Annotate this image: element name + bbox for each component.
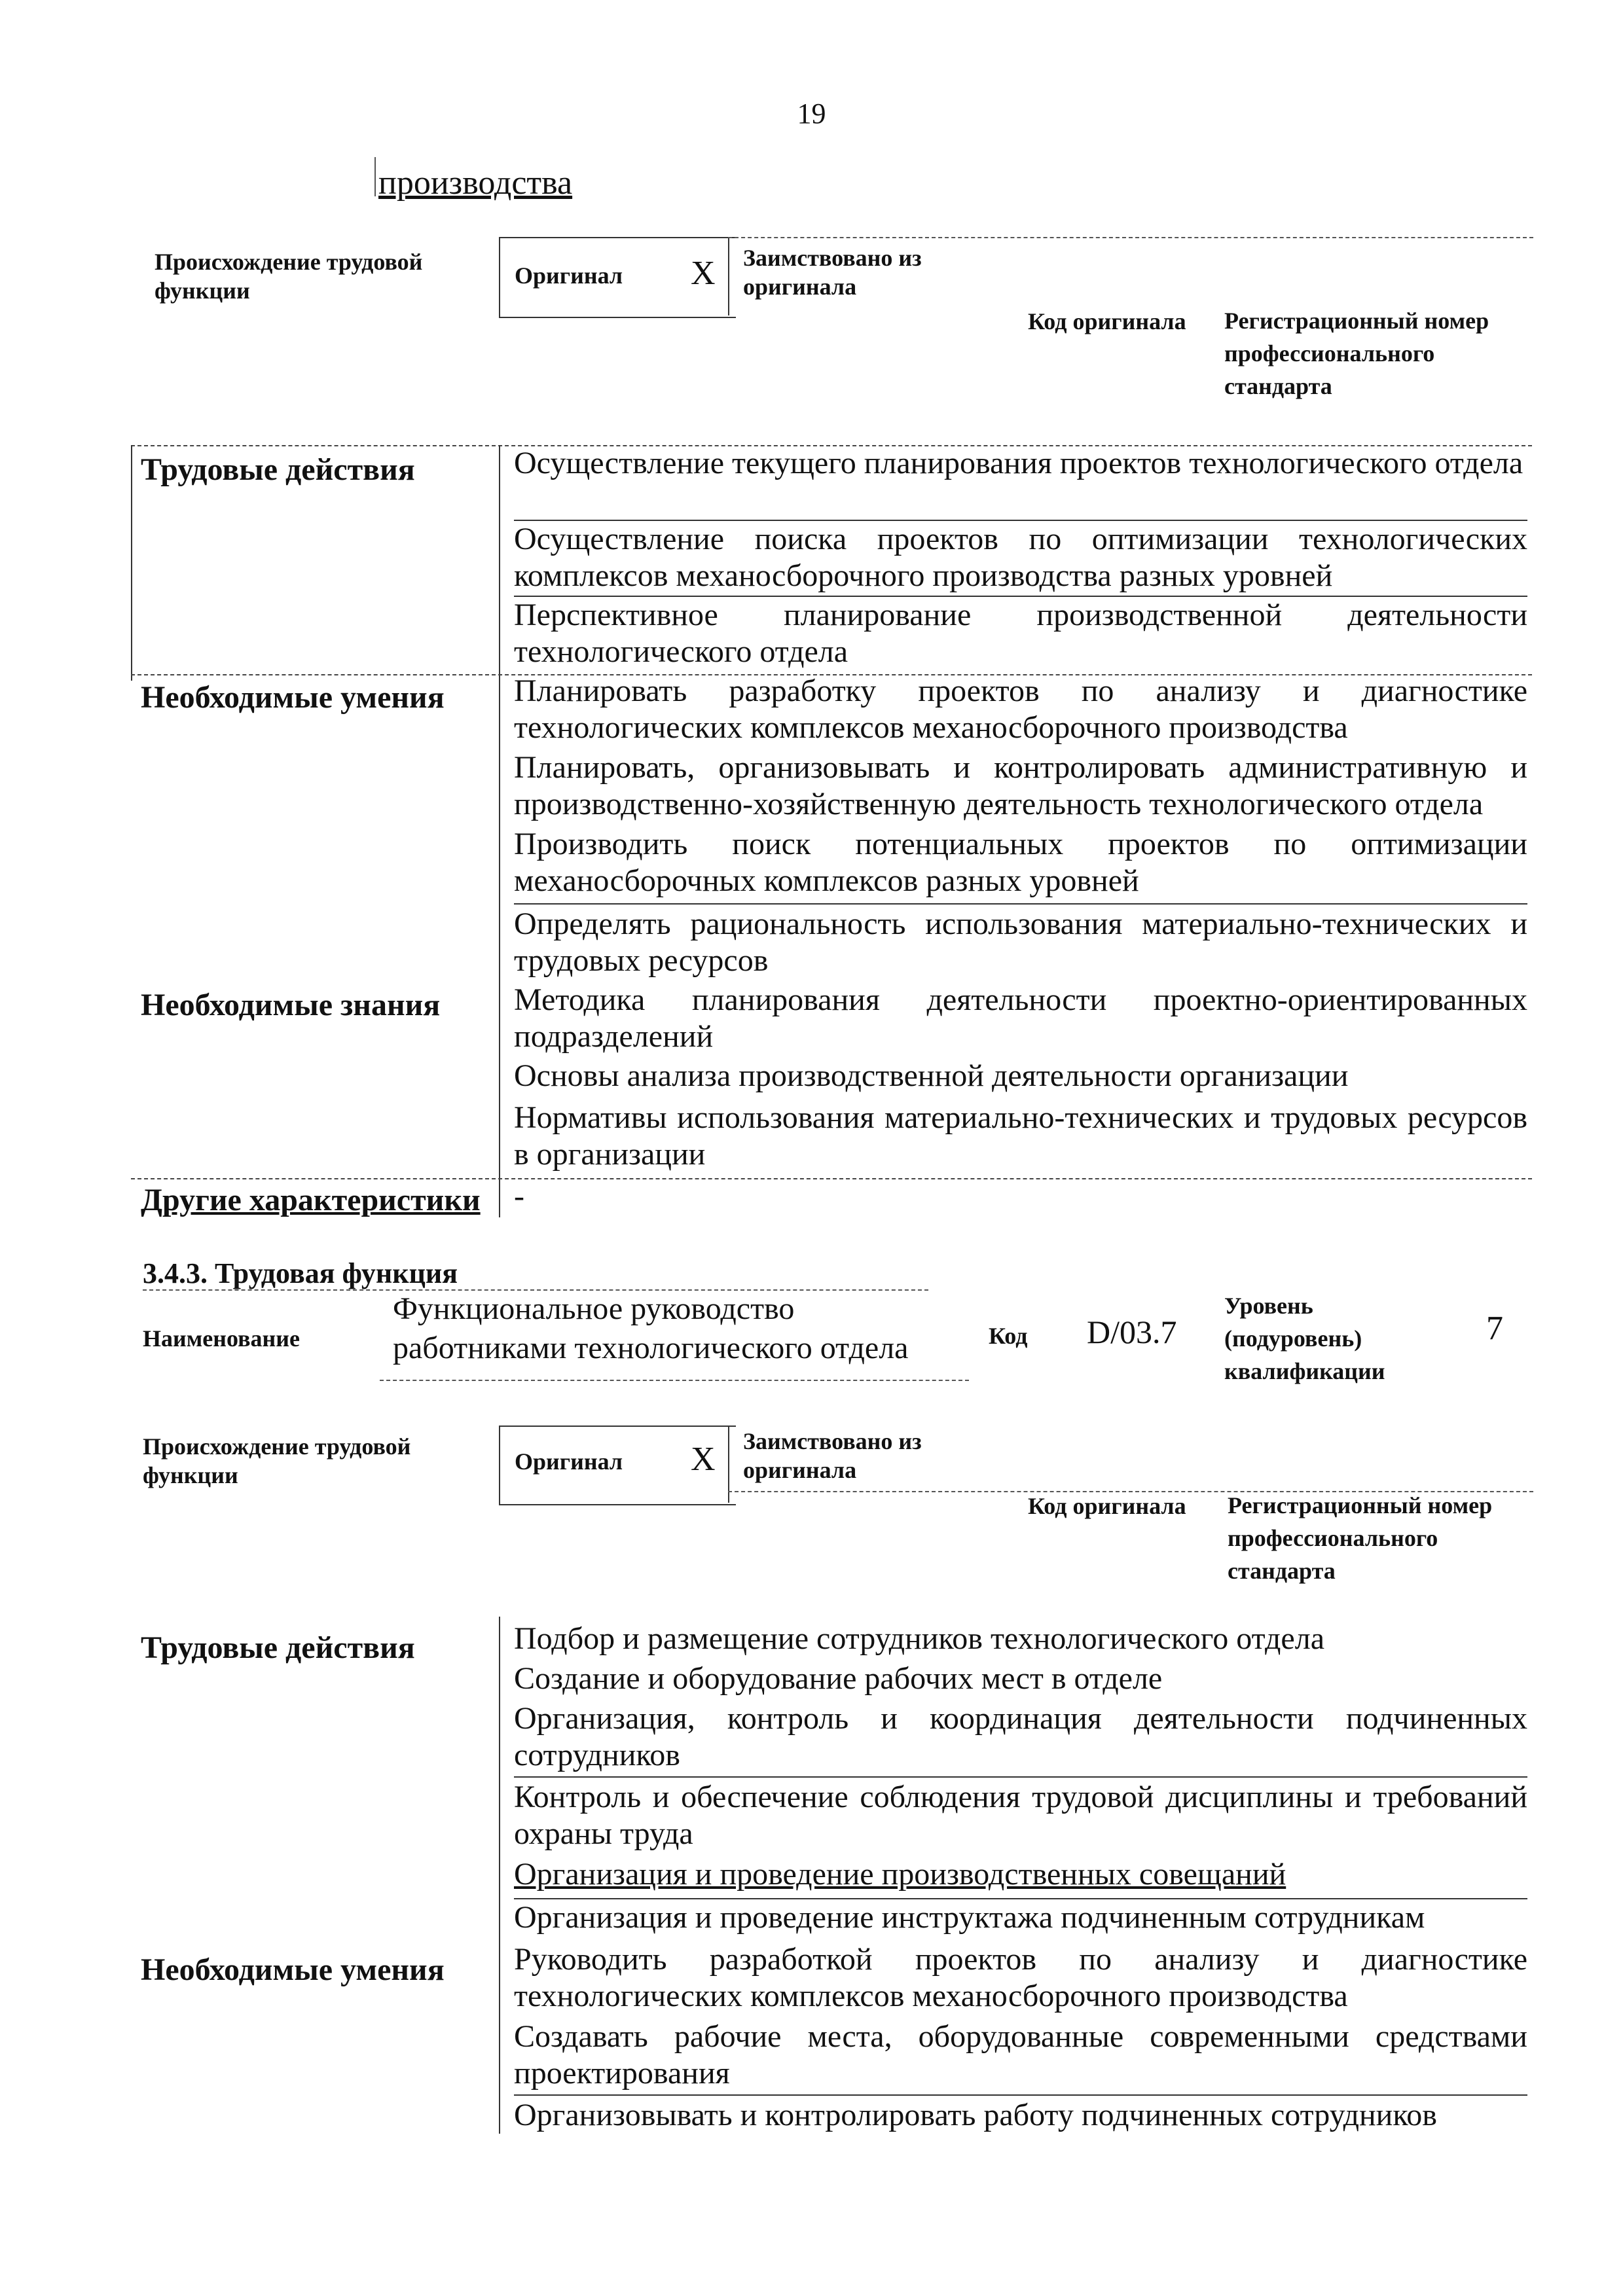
skill-item: Руководить разработкой проектов по анализу и диагностике технологических комплексов механосборочного производства <box>514 1942 1527 2013</box>
original-label: Оригинал <box>515 262 623 289</box>
section-title: 3.4.3. Трудовая функция <box>143 1257 458 1289</box>
original-mark: X <box>691 1441 716 1478</box>
knowledge-item: Нормативы использования материально-технических и трудовых ресурсов в организации <box>514 1100 1527 1172</box>
table1-divider <box>499 445 500 1217</box>
skill-item: Организовывать и контролировать работу подчиненных сотрудников <box>514 2098 1437 2132</box>
reg-number-label: Регистрационный номер профессионального стандарта <box>1228 1492 1493 1584</box>
labor-action-item: Создание и оборудование рабочих мест в отделе <box>514 1661 1163 1696</box>
borrowed-label: Заимствовано из оригинала <box>743 1428 922 1483</box>
skill-item: Создавать рабочие места, оборудованные современными средствами проектирования <box>514 2019 1527 2090</box>
row-rule <box>514 1776 1527 1778</box>
name-label: Наименование <box>143 1325 300 1352</box>
borrowed-label: Заимствовано из оригинала <box>743 245 922 300</box>
labor-action-item: Осуществление поиска проектов по оптимизации технологических комплексов механосборочного производства разных уровней <box>514 522 1527 593</box>
knowledge-label: Необходимые знания <box>141 988 441 1022</box>
code-label: Код <box>989 1323 1028 1349</box>
other-characteristics-label: Другие характеристики <box>141 1183 481 1217</box>
level-value: 7 <box>1486 1310 1503 1347</box>
origin-label: Происхождение трудовой функции <box>143 1433 411 1488</box>
skill-item: Производить поиск потенциальных проектов по оптимизации механосборочных комплексов разных уровней <box>514 827 1527 898</box>
labor-action-item: Подбор и размещение сотрудников технологического отдела <box>514 1621 1324 1656</box>
labor-action-item: Организация, контроль и координация деятельности подчиненных сотрудников <box>514 1701 1527 1772</box>
skill-item: Планировать разработку проектов по анализу и диагностике технологических комплексов механосборочного производства <box>514 673 1527 745</box>
labor-action-item: Контроль и обеспечение соблюдения трудовой дисциплины и требований охраны труда <box>514 1780 1527 1851</box>
page-number: 19 <box>797 98 826 130</box>
labor-action-item: Организация и проведение инструктажа подчиненным сотрудникам <box>514 1900 1425 1935</box>
skills-label: Необходимые умения <box>141 1952 445 1987</box>
origin-label: Происхождение трудовой функции <box>155 249 423 304</box>
labor-actions-label: Трудовые действия <box>141 1630 415 1665</box>
reg-number-label: Регистрационный номер профессионального стандарта <box>1224 308 1489 399</box>
table2-divider <box>499 1617 500 2134</box>
labor-actions-label: Трудовые действия <box>141 452 415 487</box>
knowledge-item: Методика планирования деятельности проектно-ориентированных подразделений <box>514 982 1527 1054</box>
skill-item: Планировать, организовывать и контролировать административную и производственно-хозяйственную деятельность технологического отдела <box>514 750 1527 821</box>
other-characteristics-value: - <box>514 1179 524 1213</box>
function-name: Функциональное руководство работниками технологического отдела <box>393 1291 909 1365</box>
table1-left-border <box>131 445 132 681</box>
original-mark: X <box>691 255 716 292</box>
origin-top-dash <box>728 237 1533 238</box>
code-original-label: Код оригинала <box>1028 1493 1186 1519</box>
labor-action-item: Организация и проведение производственных совещаний <box>514 1857 1286 1892</box>
skills-label: Необходимые умения <box>141 680 445 715</box>
row-rule <box>514 2094 1527 2096</box>
labor-action-item: Перспективное планирование производственной деятельности технологического отдела <box>514 598 1527 669</box>
origin-separator <box>728 237 729 315</box>
skill-item: Определять рациональность использования материально-технических и трудовых ресурсов <box>514 906 1527 978</box>
continuation-text: производства <box>378 164 573 202</box>
row-rule <box>514 903 1527 905</box>
name-underline <box>380 1380 969 1381</box>
code-original-label: Код оригинала <box>1028 308 1186 334</box>
code-value: D/03.7 <box>1087 1314 1177 1350</box>
knowledge-item: Основы анализа производственной деятельности организации <box>514 1058 1349 1093</box>
original-label: Оригинал <box>515 1448 623 1475</box>
labor-action-item: Осуществление текущего планирования проектов технологического отдела <box>514 446 1523 480</box>
level-label: Уровень (подуровень) квалификации <box>1224 1293 1385 1384</box>
